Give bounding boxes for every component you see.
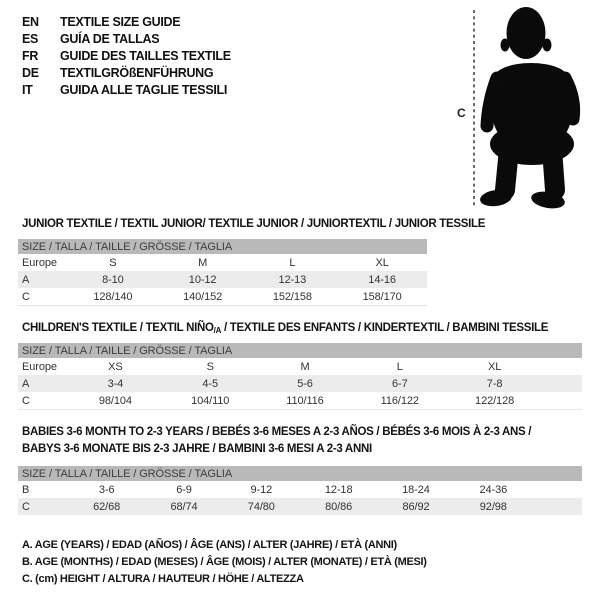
title-line: BABYS 3-6 MONATE BIS 2-3 JAHRE / BAMBINI 3-6 MESI A 2-3 ANNI — [22, 443, 372, 455]
size-cell: S — [206, 360, 214, 373]
row-label: C — [22, 394, 30, 407]
size-cell: M — [300, 360, 310, 373]
table-row — [18, 358, 582, 375]
language-row — [22, 81, 231, 98]
language-row — [22, 64, 231, 81]
size-cell: 4-5 — [202, 377, 218, 390]
size-cell: 86/92 — [402, 500, 430, 513]
language-code: EN — [22, 14, 39, 29]
language-label: GUIDE DES TAILLES TEXTILE — [60, 48, 231, 63]
size-cell: 140/152 — [183, 290, 223, 303]
row-label: A — [22, 377, 30, 390]
size-cell: 7-8 — [486, 377, 503, 390]
size-cell: S — [109, 256, 117, 269]
babies-size-table — [18, 466, 582, 515]
size-cell: 74/80 — [247, 500, 275, 513]
size-cell: 110/116 — [286, 394, 324, 407]
size-cell: M — [198, 256, 208, 269]
size-cell: 152/158 — [272, 290, 312, 303]
size-cell: 9-12 — [250, 483, 273, 496]
height-measure-label: C — [457, 106, 466, 120]
size-cell: 158/170 — [362, 290, 402, 303]
size-cell: 24-36 — [479, 483, 508, 496]
title-text: CHILDREN'S TEXTILE / TEXTIL NIÑO — [22, 322, 214, 334]
size-cell: 116/122 — [380, 394, 419, 407]
language-label: GUIDA ALLE TAGLIE TESSILI — [60, 82, 228, 97]
table-row — [18, 375, 582, 392]
table-row — [18, 498, 582, 515]
footnote-a: A. AGE (YEARS) / EDAD (AÑOS) / ÂGE (ANS) / ALTER (JAHRE) / ETÀ (ANNI) — [22, 538, 397, 551]
size-cell: XS — [108, 360, 123, 373]
language-code: FR — [22, 48, 39, 63]
language-row — [22, 13, 231, 30]
table-title-children — [22, 320, 548, 337]
row-label: Europe — [22, 256, 57, 269]
baby-figure — [479, 7, 574, 211]
size-cell: 98/104 — [98, 394, 132, 407]
baby-silhouette-icon — [468, 4, 598, 214]
size-cell: XL — [487, 360, 502, 373]
footnote-list — [22, 536, 427, 587]
size-header-label: SIZE / TALLA / TAILLE / GRÖSSE / TAGLIA — [22, 344, 233, 357]
row-label: B — [22, 483, 30, 496]
size-cell: 122/128 — [475, 394, 515, 407]
junior-size-table — [18, 239, 427, 306]
size-cell: 92/98 — [479, 500, 507, 513]
size-header-bar — [18, 466, 582, 481]
size-cell: 80/86 — [325, 500, 353, 513]
table-title-junior: JUNIOR TEXTILE / TEXTIL JUNIOR/ TEXTILE JUNIOR / JUNIORTEXTIL / JUNIOR TESSILE — [22, 218, 486, 230]
footnote-c: C. (cm) HEIGHT / ALTURA / HAUTEUR / HÖHE / ALTEZZA — [22, 572, 304, 585]
table-row — [18, 288, 427, 305]
title-line: BABIES 3-6 MONTH TO 2-3 YEARS / BEBÉS 3-6 MESES A 2-3 AÑOS / BÉBÉS 3-6 MOIS À 2-3 ANS / — [22, 426, 532, 438]
title-subscript: /A — [213, 326, 222, 335]
language-label: TEXTILGRÖßENFÜHRUNG — [60, 65, 214, 80]
size-header-label: SIZE / TALLA / TAILLE / GRÖSSE / TAGLIA — [22, 467, 233, 480]
size-cell: 8-10 — [102, 273, 124, 286]
size-header-bar — [18, 343, 582, 358]
size-cell: 18-24 — [402, 483, 430, 496]
size-cell: 3-4 — [107, 377, 124, 390]
size-cell: 12-18 — [324, 483, 353, 496]
size-cell: 104/110 — [191, 394, 230, 407]
size-cell: 12-13 — [278, 273, 307, 286]
size-cell: XL — [375, 256, 389, 269]
language-code: DE — [22, 65, 39, 80]
size-header-label: SIZE / TALLA / TAILLE / GRÖSSE / TAGLIA — [22, 240, 233, 253]
size-header-bar — [18, 239, 427, 254]
size-cell: 5-6 — [297, 377, 313, 390]
size-cell: 68/74 — [170, 500, 198, 513]
language-row — [22, 30, 231, 47]
language-label: TEXTILE SIZE GUIDE — [60, 14, 181, 29]
size-cell: 6-7 — [391, 377, 408, 390]
language-list — [22, 13, 231, 98]
table-title-babies — [22, 424, 531, 458]
size-cell: 3-6 — [98, 483, 115, 496]
size-cell: 10-12 — [188, 273, 217, 286]
size-cell: L — [289, 256, 296, 269]
title-text: / TEXTILE DES ENFANTS / KINDERTEXTIL / BAMBINI TESSILE — [221, 322, 549, 334]
size-cell: 6-9 — [176, 483, 192, 496]
language-label: GUÍA DE TALLAS — [60, 31, 160, 46]
language-code: IT — [22, 82, 33, 97]
table-row — [18, 254, 427, 271]
table-row — [18, 271, 427, 288]
language-code: ES — [22, 31, 39, 46]
row-label: Europe — [22, 360, 57, 373]
size-cell: 128/140 — [93, 290, 133, 303]
size-cell: 14-16 — [368, 273, 396, 286]
table-row — [18, 392, 582, 409]
footnote-b: B. AGE (MONTHS) / EDAD (MESES) / ÂGE (MOIS) / ALTER (MONATE) / ETÀ (MESI) — [22, 555, 427, 568]
table-row — [18, 481, 582, 498]
row-label: A — [22, 273, 30, 286]
row-label: C — [22, 290, 30, 303]
size-cell: 62/68 — [93, 500, 121, 513]
row-label: C — [22, 500, 30, 513]
children-size-table — [18, 343, 582, 410]
size-cell: L — [396, 360, 403, 373]
language-row — [22, 47, 231, 64]
